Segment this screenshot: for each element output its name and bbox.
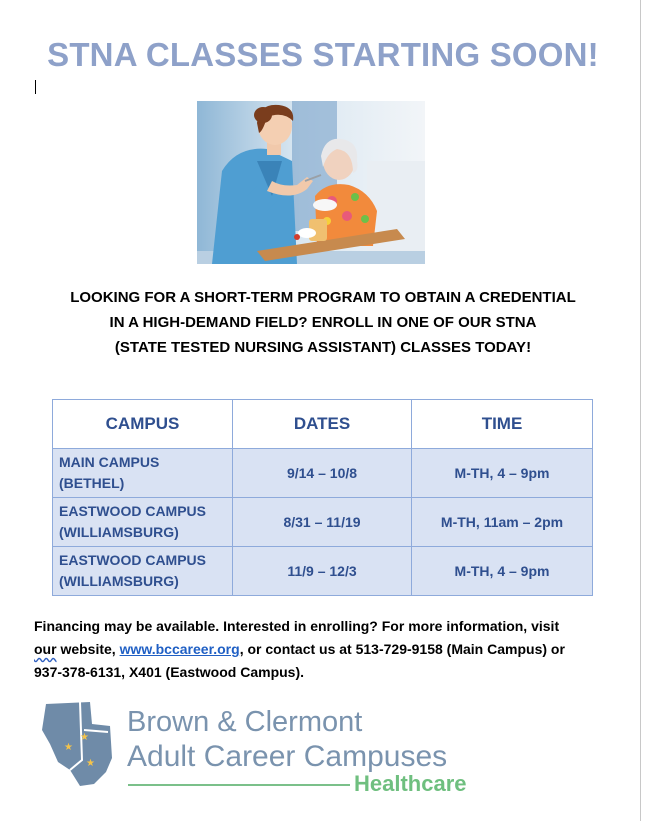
campus-name: MAIN CAMPUS bbox=[59, 454, 160, 470]
headline-line: IN A HIGH-DEMAND FIELD? ENROLL IN ONE OF OUR STNA bbox=[109, 314, 537, 331]
svg-text:★: ★ bbox=[86, 758, 95, 769]
campus-cell bbox=[53, 498, 233, 547]
headline-line: LOOKING FOR A SHORT-TERM PROGRAM TO OBTAIN A CREDENTIAL bbox=[70, 289, 576, 306]
column-header-time: TIME bbox=[412, 400, 593, 449]
flyer-title: STNA CLASSES STARTING SOON! bbox=[47, 36, 599, 73]
logo-tagline: Healthcare bbox=[354, 771, 467, 796]
campus-location: (WILLIAMSBURG) bbox=[59, 573, 179, 589]
page-edge bbox=[640, 0, 641, 821]
website-link[interactable]: www.bccareer.org bbox=[119, 641, 240, 657]
campus-location: (WILLIAMSBURG) bbox=[59, 524, 179, 540]
info-line-3: 937-378-6131, X401 (Eastwood Campus). bbox=[34, 664, 305, 680]
logo-divider bbox=[128, 784, 350, 786]
spellcheck-word: our bbox=[34, 641, 57, 657]
contact-info bbox=[34, 615, 634, 684]
dates-cell: 11/9 – 12/3 bbox=[233, 547, 412, 596]
campus-cell bbox=[53, 547, 233, 596]
dates-cell: 8/31 – 11/19 bbox=[233, 498, 412, 547]
headline bbox=[0, 285, 646, 360]
campus-name: EASTWOOD CAMPUS bbox=[59, 552, 206, 568]
table-header-row bbox=[53, 400, 593, 449]
headline-line: (STATE TESTED NURSING ASSISTANT) CLASSES TODAY! bbox=[114, 339, 532, 356]
campus-name: EASTWOOD CAMPUS bbox=[59, 503, 206, 519]
info-text: , or contact us at 513-729-9158 (Main Campus) or bbox=[239, 641, 565, 657]
info-line-2 bbox=[34, 638, 634, 661]
column-header-dates: DATES bbox=[233, 400, 412, 449]
time-cell: M-TH, 4 – 9pm bbox=[412, 547, 593, 596]
svg-text:★: ★ bbox=[64, 742, 73, 753]
dates-cell: 9/14 – 10/8 bbox=[233, 449, 412, 498]
campus-location: (BETHEL) bbox=[59, 475, 125, 491]
time-cell: M-TH, 4 – 9pm bbox=[412, 449, 593, 498]
class-schedule-table bbox=[52, 399, 593, 596]
logo-name-line1: Brown & Clermont bbox=[127, 706, 363, 738]
time-cell: M-TH, 11am – 2pm bbox=[412, 498, 593, 547]
info-text: website, bbox=[56, 641, 120, 657]
ohio-map-logo-icon bbox=[40, 700, 118, 788]
column-header-campus: CAMPUS bbox=[53, 400, 233, 449]
table-row bbox=[53, 449, 593, 498]
info-line-1: Financing may be available. Interested in enrolling? For more information, visit bbox=[34, 618, 560, 634]
campus-cell bbox=[53, 449, 233, 498]
svg-text:★: ★ bbox=[80, 732, 89, 743]
table-row bbox=[53, 547, 593, 596]
logo-name-line2: Adult Career Campuses bbox=[127, 740, 448, 773]
table-row bbox=[53, 498, 593, 547]
nurse-feeding-patient-photo bbox=[197, 101, 425, 264]
text-cursor bbox=[35, 80, 36, 94]
